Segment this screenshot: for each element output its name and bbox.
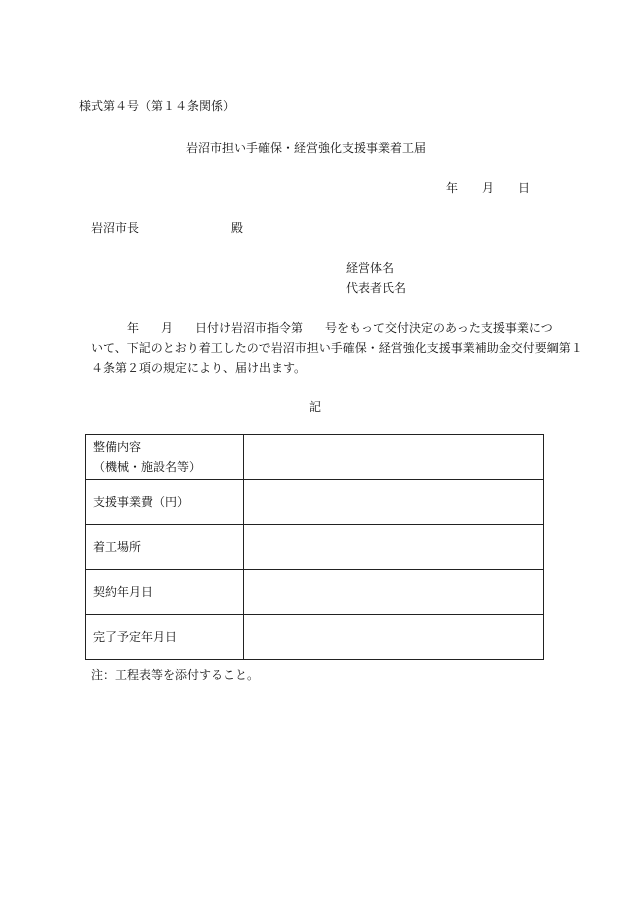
addressee-honorific: 殿: [231, 221, 244, 235]
date-month-label: 月: [482, 181, 495, 195]
completion-date-value[interactable]: [244, 615, 544, 660]
body-year: 年: [127, 321, 140, 335]
completion-date-label: 完了予定年月日: [86, 615, 244, 660]
equipment-sublabel: （機械・施設名等）: [93, 460, 202, 474]
table-row: [86, 570, 544, 615]
table-row: [86, 525, 544, 570]
table-row: [86, 435, 544, 480]
sender-rep-label: 代表者氏名: [346, 281, 407, 295]
detail-table: [85, 434, 544, 660]
date-line: [446, 179, 530, 196]
cost-value[interactable]: [244, 480, 544, 525]
site-label: 着工場所: [86, 525, 244, 570]
equipment-label: 整備内容: [93, 440, 142, 454]
body-line-2: いて、下記のとおり着工したので岩沼市担い手確保・経営強化支援事業補助金交付要綱第１: [91, 341, 583, 355]
date-year-label: 年: [446, 181, 459, 195]
sender-org-label: 経営体名: [346, 261, 395, 275]
row-label-equipment: [86, 435, 244, 480]
body-rest: 号をもって交付決定のあった支援事業につ: [325, 321, 553, 335]
equipment-value[interactable]: [244, 435, 544, 480]
body-line-3: ４条第２項の規定により、届け出ます。: [91, 361, 307, 375]
addressee-name: 岩沼市長: [91, 221, 140, 235]
addressee: [91, 219, 243, 236]
table-row: [86, 615, 544, 660]
footnote: 注：工程表等を添付すること。: [91, 668, 260, 682]
body-directive: 日付け岩沼市指令第: [195, 321, 304, 335]
body-month: 月: [161, 321, 174, 335]
form-number: 様式第４号（第１４条関係）: [79, 99, 236, 113]
cost-label: 支援事業費（円）: [86, 480, 244, 525]
document-title: 岩沼市担い手確保・経営強化支援事業着工届: [186, 141, 427, 155]
date-day-label: 日: [518, 181, 531, 195]
site-value[interactable]: [244, 525, 544, 570]
contract-date-label: 契約年月日: [86, 570, 244, 615]
contract-date-value[interactable]: [244, 570, 544, 615]
ki-heading: 記: [309, 400, 322, 414]
body-line-1: [127, 319, 553, 336]
table-row: [86, 480, 544, 525]
